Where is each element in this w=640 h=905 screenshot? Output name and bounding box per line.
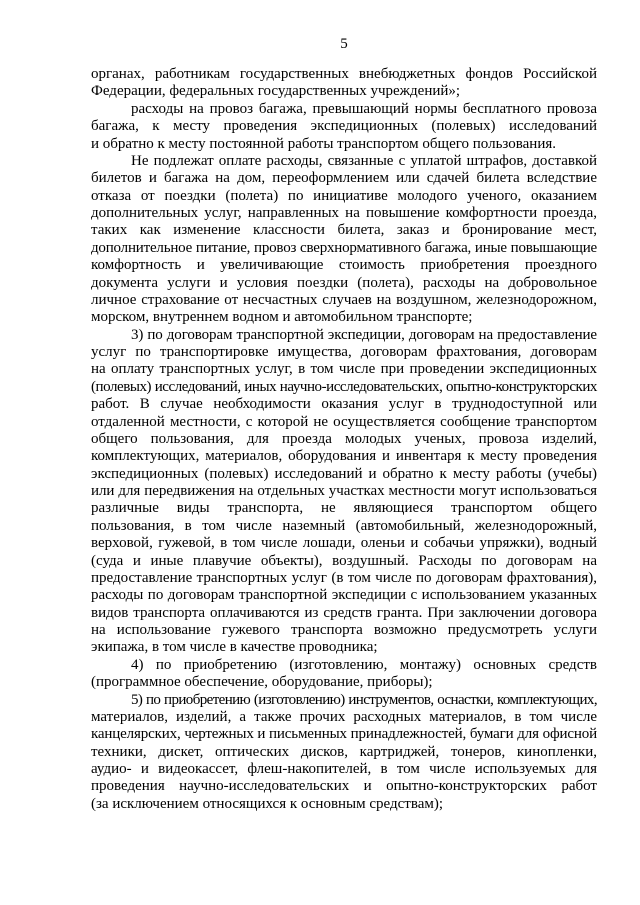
- text-line: видов транспорта оплачиваются из средств гранта. При заключении договора: [91, 604, 597, 621]
- text-line: билетов и багажа на дом, переоформлением или сдачей билета вследствие: [91, 170, 597, 187]
- text-line: комфортность и увеличивающие стоимость приобретения проездного: [91, 257, 597, 274]
- text-line: или для передвижения на отдельных участках местности могут использоваться: [91, 483, 597, 499]
- text-line: (суда и иные плавучие объекты), воздушный. Расходы по договорам на: [91, 552, 597, 569]
- text-line: (за исключением относящихся к основным средствам);: [91, 795, 444, 812]
- text-line: Федерации, федеральных государственных учреждений»;: [91, 83, 461, 100]
- text-line: дополнительных услуг, направленных на повышение комфортности проезда,: [91, 205, 597, 221]
- text-line: проведения научно-исследовательских и опытно-конструкторских работ: [91, 778, 597, 795]
- text-line: и обратно к месту постоянной работы транспортом общего пользования.: [91, 135, 557, 152]
- text-line: на использование гужевого транспорта возможно предусмотреть услуги: [91, 622, 597, 638]
- text-line: (полевых) исследований, иных научно-исследовательских, опытно-конструкторских: [91, 378, 597, 395]
- text-line: различные виды транспорта, не являющиеся транспортом общего: [91, 500, 597, 517]
- text-line: дополнительное питание, провоз сверхнормативного багажа, иные повышающие: [91, 239, 597, 256]
- text-line: услуг по транспортировке имущества, договорам фрахтования, договорам: [91, 344, 597, 360]
- text-line: пользования, в том числе наземный (автомобильный, железнодорожный,: [91, 517, 597, 534]
- text-line: 5) по приобретению (изготовлению) инструментов, оснастки, комплектующих,: [131, 691, 597, 708]
- paragraph-continuation: [91, 66, 597, 101]
- text-line: морском, внутреннем водном и автомобильном транспорте;: [91, 309, 473, 326]
- document-body: [91, 66, 597, 813]
- text-line: техники, дискет, оптических дисков, картриджей, тонеров, кинопленки,: [91, 743, 597, 760]
- text-line: 4) по приобретению (изготовлению, монтажу) основных средств: [131, 656, 597, 673]
- text-line: (программное обеспечение, оборудование, приборы);: [91, 674, 433, 691]
- text-line: работ. В случае необходимости оказания услуг в труднодоступной или: [91, 396, 597, 413]
- text-line: аудио- и видеокассет, флеш-накопителей, в том числе используемых для: [91, 761, 597, 777]
- text-line: комплектующих, материалов, оборудования и инвентаря к месту проведения: [91, 448, 597, 465]
- text-line: расходы по договорам транспортной экспедиции с использованием указанных: [91, 587, 597, 604]
- text-line: багажа, к месту проведения экспедиционных (полевых) исследований: [91, 118, 597, 135]
- text-line: на оплату транспортных услуг, в том числе при проведении экспедиционных: [91, 361, 597, 378]
- paragraph-item-4-fixed-assets: [91, 657, 597, 692]
- text-line: материалов, изделий, а также прочих расходных материалов, в том числе: [91, 708, 597, 725]
- text-line: экипажа, в том числе в качестве проводника;: [91, 639, 378, 656]
- text-line: расходы на провоз багажа, превышающий нормы бесплатного провоза: [131, 100, 597, 117]
- text-line: личное страхование от несчастных случаев на воздушном, железнодорожном,: [91, 291, 597, 308]
- text-line: 3) по договорам транспортной экспедиции, договорам на предоставление: [131, 326, 597, 343]
- page-number: 5: [340, 36, 348, 52]
- text-line: таких как изменение классности билета, заказ и бронирование мест,: [91, 222, 597, 239]
- paragraph-non-reimbursable-expenses: [91, 153, 597, 327]
- paragraph-baggage-expenses: [91, 101, 597, 153]
- text-line: верховой, гужевой, в том числе лошади, оленьи и собачьи упряжки), водный: [91, 535, 597, 552]
- paragraph-item-3-transport-expedition: [91, 327, 597, 657]
- text-line: отказа от поездки (полета) по инициативе молодого ученого, оказанием: [91, 187, 597, 204]
- text-line: Не подлежат оплате расходы, связанные с уплатой штрафов, доставкой: [131, 152, 597, 169]
- text-line: документа услуги и условия поездки (полета), расходы на добровольное: [91, 274, 597, 291]
- text-line: канцелярских, чертежных и письменных принадлежностей, бумаги для офисной: [91, 726, 597, 743]
- text-line: органах, работникам государственных внебюджетных фондов Российской: [91, 66, 597, 82]
- paragraph-item-5-consumables: [91, 692, 597, 814]
- text-line: общего пользования, для проезда молодых ученых, провоза изделий,: [91, 430, 597, 447]
- text-line: отдаленной местности, с которой не осуществляется сообщение транспортом: [91, 413, 597, 430]
- text-line: предоставление транспортных услуг (в том числе по договорам фрахтования),: [91, 569, 597, 586]
- text-line: экспедиционных (полевых) исследований и обратно к месту работы (учебы): [91, 465, 597, 482]
